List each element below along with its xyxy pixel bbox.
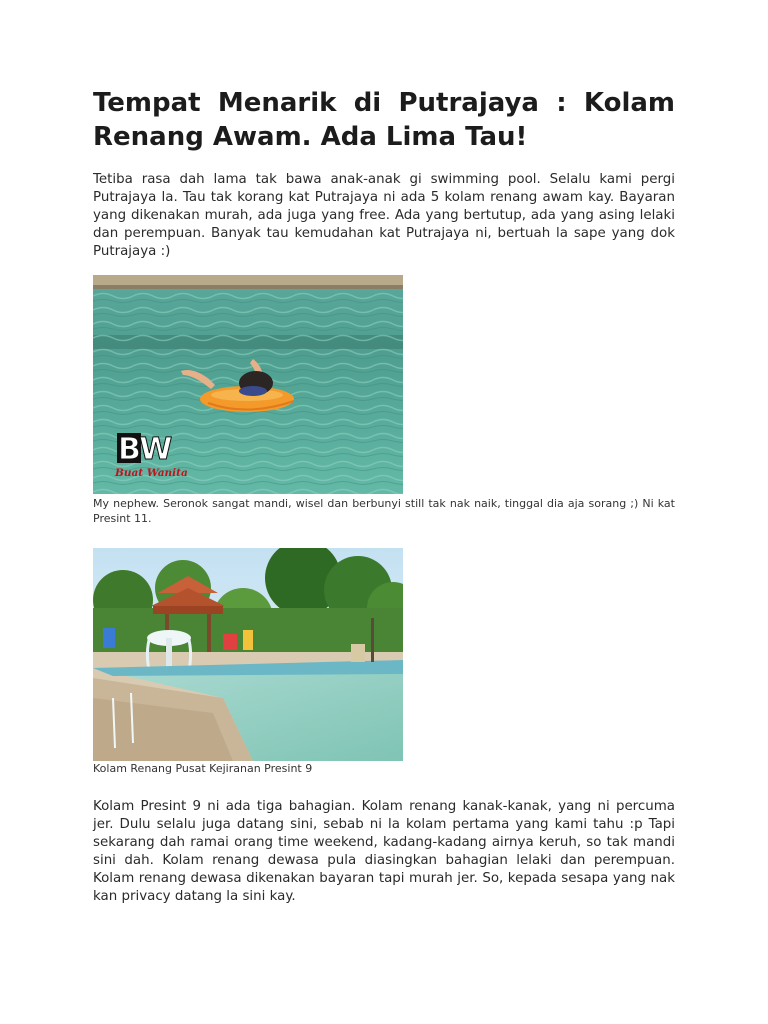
photo2-caption: Kolam Renang Pusat Kejiranan Presint 9 (93, 762, 313, 775)
photo1-caption: My nephew. Seronok sangat mandi, wisel dan berbunyi still tak nak naik, tinggal dia aja sorang ;) Ni kat Presint 11. (93, 497, 675, 525)
body-paragraph: Kolam Presint 9 ni ada tiga bahagian. Kolam renang kanak-kanak, yang ni percuma jer. Dulu selalu juga datang sini, sebab ni la kolam pertama yang kami tahu :p Tapi sekarang dah ramai orang time weekend, kadang-kadang airnya keruh, so tak mandi sini dah. Kolam renang dewasa pula diasingkan bahagian lelaki dan perempuan. Kolam renang dewasa dikenakan bayaran tapi murah jer. So, kepada sesapa yang nak kan privacy datang la sini kay. (93, 799, 675, 904)
photo-boy-in-pool (93, 275, 403, 494)
article (93, 86, 675, 906)
intro-paragraph: Tetiba rasa dah lama tak bawa anak-anak gi swimming pool. Selalu kami pergi Putrajaya la. Tau tak korang kat Putrajaya ni ada 5 kolam renang awam kay. Bayaran yang dikenakan murah, ada juga yang free. Ada yang bertutup, ada yang asing lelaki dan perempuan. Banyak tau kemudahan kat Putrajaya ni, bertuah la sape yang dok Putrajaya :) (93, 172, 675, 259)
photo-presint9-pool (93, 548, 403, 761)
svg-text:BW: BW (118, 432, 173, 467)
svg-text:Buat Wanita: Buat Wanita (115, 467, 188, 479)
article-title: Tempat Menarik di Putrajaya : Kolam Renang Awam. Ada Lima Tau! (93, 88, 675, 152)
